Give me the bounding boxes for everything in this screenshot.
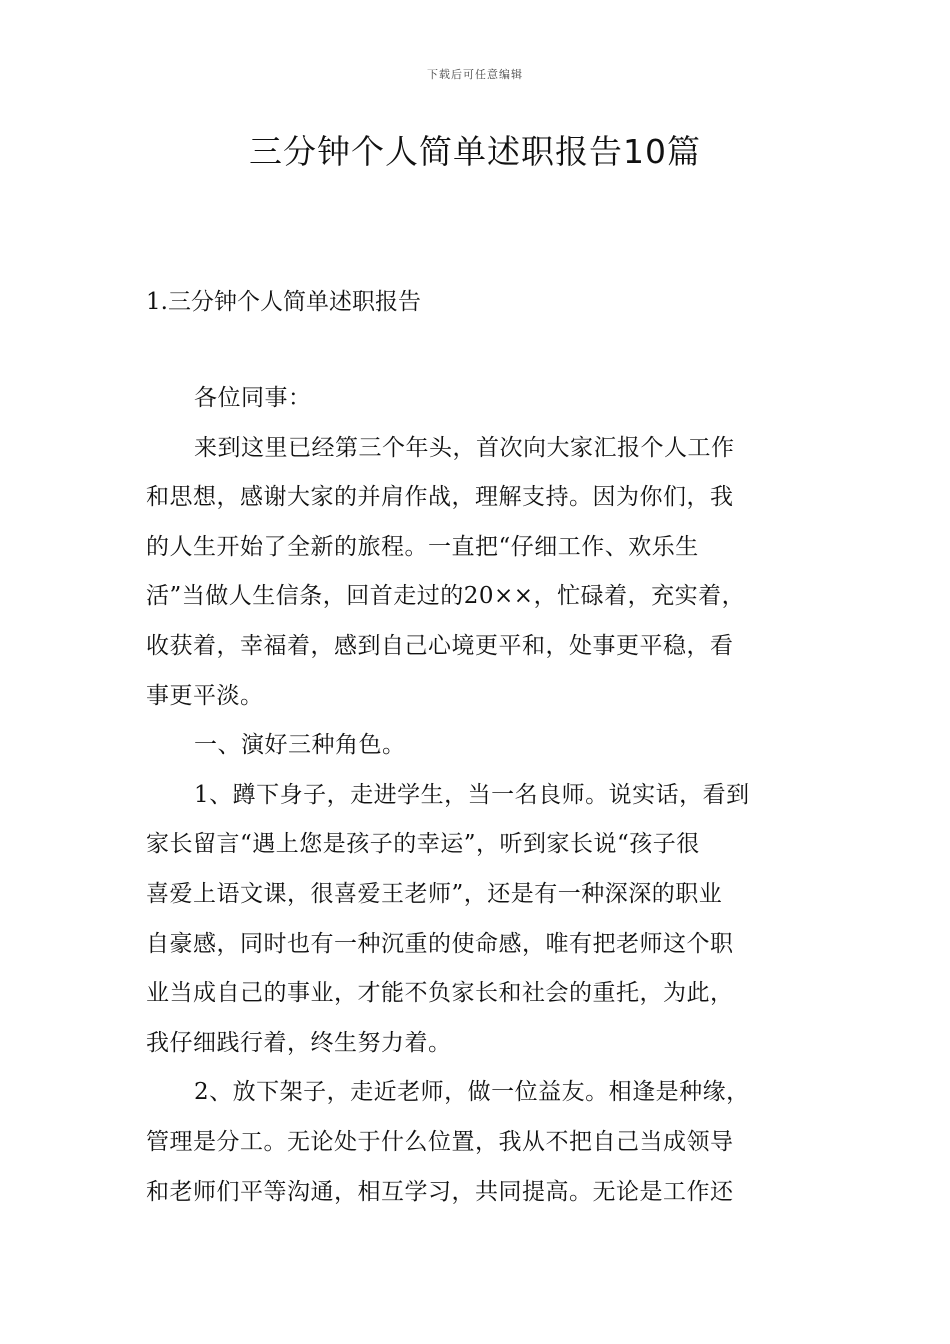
paragraph-line: 和思想，感谢大家的并肩作战，理解支持。因为你们，我	[146, 484, 734, 511]
paragraph-line: 收获着，幸福着，感到自己心境更平和，处事更平稳，看	[146, 632, 734, 659]
paragraph-line: 和老师们平等沟通，相互学习，共同提高。无论是工作还	[146, 1178, 734, 1205]
paragraph-line: 活”当做人生信条，回首走过的20××，忙碌着，充实着，	[146, 583, 746, 610]
paragraph-line: 业当成自己的事业，才能不负家长和社会的重托，为此，	[146, 980, 734, 1007]
document-title: 三分钟个人简单述职报告10篇	[249, 132, 701, 171]
section-heading: 1.三分钟个人简单述职报告	[146, 289, 421, 315]
paragraph-line: 家长留言“遇上您是孩子的幸运”，听到家长说“孩子很	[146, 831, 700, 858]
subheading-line: 一、演好三种角色。	[194, 732, 406, 759]
header-note: 下载后可任意编辑	[427, 68, 523, 81]
paragraph-line: 喜爱上语文课，很喜爱王老师”，还是有一种深深的职业	[146, 880, 723, 907]
paragraph-line: 2、放下架子，走近老师，做一位益友。相逢是种缘，	[194, 1079, 750, 1106]
paragraph-line: 来到这里已经第三个年头，首次向大家汇报个人工作	[194, 434, 735, 461]
paragraph-line: 我仔细践行着，终生努力着。	[146, 1029, 452, 1056]
paragraph-line: 的人生开始了全新的旅程。一直把“仔细工作、欢乐生	[146, 533, 699, 560]
paragraph-line: 自豪感，同时也有一种沉重的使命感，唯有把老师这个职	[146, 930, 734, 957]
paragraph-line: 1、蹲下身子，走进学生，当一名良师。说实话，看到	[194, 781, 750, 808]
paragraph-line: 事更平淡。	[146, 682, 264, 709]
salutation: 各位同事：	[194, 385, 312, 411]
body-text	[146, 374, 812, 1217]
paragraph-line: 管理是分工。无论处于什么位置，我从不把自己当成领导	[146, 1128, 734, 1155]
